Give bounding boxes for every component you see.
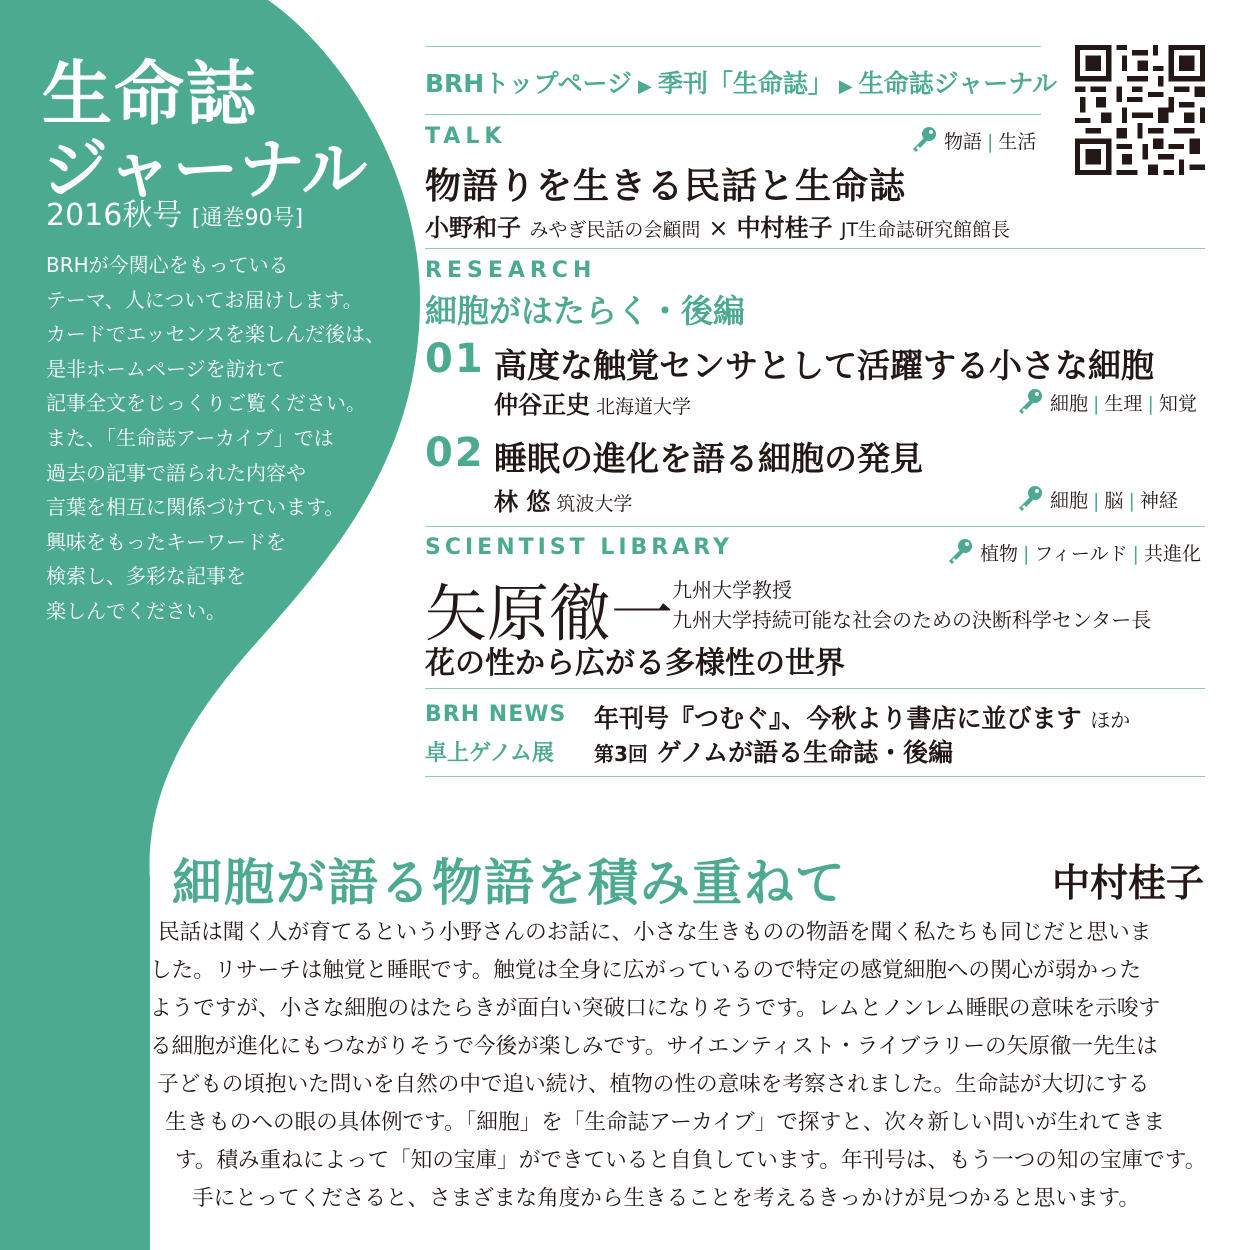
editorial-line: 子どもの頃抱いた問いを自然の中で追い続け、植物の性の意味を考察されました。生命誌が大切にする xyxy=(157,1072,1150,1097)
news-label: BRH NEWS xyxy=(425,702,567,727)
editorial-line: 生きものへの眼の具体例です。「細胞」を「生命誌アーカイブ」で探すと、次々新しい問いが生れてきま xyxy=(165,1110,1166,1135)
editorial-line: す。積み重ねによって「知の宝庫」ができていると自負しています。年刊号は、もう一つの知の宝庫です。 xyxy=(175,1148,1207,1173)
qr-code-icon[interactable] xyxy=(1075,45,1205,175)
breadcrumb-quarterly-link[interactable]: 季刊「生命誌」 xyxy=(657,69,833,98)
keyword-separator: | xyxy=(1093,393,1100,415)
keyword-separator: | xyxy=(1132,543,1139,565)
author-affiliation: 筑波大学 xyxy=(556,493,633,515)
key-icon xyxy=(1016,388,1044,414)
keyword-separator: | xyxy=(1147,393,1154,415)
news-suffix: ほか xyxy=(1090,708,1131,732)
divider xyxy=(425,248,1205,249)
breadcrumb-journal-link[interactable]: 生命誌ジャーナル xyxy=(858,69,1057,98)
divider xyxy=(425,46,1041,47)
intro-line: 興味をもったキーワードを xyxy=(46,529,286,554)
article-author xyxy=(494,385,691,420)
article-number: 02 xyxy=(425,430,485,476)
divider xyxy=(425,114,1041,115)
keyword-link[interactable]: 細胞 xyxy=(1050,490,1089,512)
keyword-link[interactable]: 生理 xyxy=(1104,393,1143,415)
key-icon xyxy=(946,538,974,564)
editorial-author: 中村桂子 xyxy=(1052,861,1205,905)
breadcrumb-home-link[interactable]: BRHトップページ xyxy=(425,69,632,98)
breadcrumb xyxy=(425,64,1057,100)
article-title[interactable]: 高度な触覚センサとして活躍する小さな細胞 xyxy=(494,346,1154,385)
editorial-line: した。リサーチは触覚と睡眠です。触覚は全身に広がっているので特定の感覚細胞への関心が弱かった xyxy=(150,958,1142,983)
editorial-line: 民話は聞く人が育てるという小野さんのお話に、小さな生きものの物語を聞く私たちも同じだと思いま xyxy=(158,920,1152,945)
intro-line: 記事全文をじっくりご覧ください。 xyxy=(46,391,366,416)
intro-line: 是非ホームページを訪れて xyxy=(46,356,286,381)
breadcrumb-arrow-icon: ▶ xyxy=(637,76,652,97)
keyword-link[interactable]: 生活 xyxy=(998,131,1037,153)
keyword-separator: | xyxy=(1128,490,1135,512)
magazine-title-sub: ジャーナル xyxy=(42,131,368,208)
news-item[interactable] xyxy=(594,699,1130,735)
keyword-link[interactable]: 細胞 xyxy=(1050,393,1089,415)
keyword-link[interactable]: 物語 xyxy=(944,131,983,153)
talk-keywords xyxy=(910,126,1036,154)
article-keywords xyxy=(1016,485,1178,513)
breadcrumb-arrow-icon: ▶ xyxy=(838,76,853,97)
article-title[interactable]: 睡眠の進化を語る細胞の発見 xyxy=(494,439,923,478)
talk-person: 小野和子 xyxy=(425,214,521,242)
intro-text xyxy=(46,248,385,629)
divider xyxy=(425,688,1205,689)
issue-label xyxy=(46,190,303,234)
magazine-title: 生命誌 xyxy=(42,53,258,135)
article-author xyxy=(494,482,632,517)
exhibit-number: 第3回 xyxy=(594,742,648,766)
scientist-library-label: SCIENTIST LIBRARY xyxy=(425,535,733,560)
scientist-article-title[interactable]: 花の性から広がる多様性の世界 xyxy=(425,646,845,681)
keyword-link[interactable]: 植物 xyxy=(980,543,1019,565)
news-headline: 年刊号『つむぐ』、今秋より書店に並びます xyxy=(594,704,1082,733)
author-name: 仲谷正史 xyxy=(494,391,590,419)
editorial-line: ようですが、小さな細胞のはたらきが面白い突破口になりそうです。レムとノンレム睡眠の意味を示唆す xyxy=(150,996,1161,1021)
scientist-affiliation: 九州大学教授 xyxy=(672,578,792,602)
divider xyxy=(425,776,1205,777)
intro-line: 過去の記事で語られた内容や xyxy=(46,460,306,485)
talk-people xyxy=(425,208,1010,243)
intro-line: BRHが今関心をもっている xyxy=(46,253,289,277)
cross-icon: × xyxy=(708,214,729,242)
key-icon xyxy=(1016,485,1044,511)
keyword-link[interactable]: 共進化 xyxy=(1143,543,1201,565)
exhibit-label: 卓上ゲノム展 xyxy=(425,741,554,766)
keyword-separator: | xyxy=(1023,543,1030,565)
article-keywords xyxy=(1016,388,1197,416)
keyword-link[interactable]: 神経 xyxy=(1139,490,1178,512)
exhibit-title: ゲノムが語る生命誌・後編 xyxy=(656,738,954,767)
key-icon xyxy=(910,126,938,152)
article-number: 01 xyxy=(425,336,485,382)
talk-title[interactable]: 物語りを生きる民話と生命誌 xyxy=(425,166,907,207)
issue-volume: [通巻90号] xyxy=(191,206,304,231)
talk-role: JT生命誌研究館館長 xyxy=(840,219,1011,241)
research-title: 細胞がはたらく・後編 xyxy=(425,292,746,330)
issue-season: 2016秋号 xyxy=(46,198,183,233)
intro-line: カードでエッセンスを楽しんだ後は、 xyxy=(46,322,385,347)
author-affiliation: 北海道大学 xyxy=(596,396,692,418)
scientist-affiliation: 九州大学持続可能な社会のための決断科学センター長 xyxy=(672,608,1152,632)
research-section-label: RESEARCH xyxy=(425,258,597,283)
scientist-keywords xyxy=(946,538,1201,566)
intro-line: 楽しんでください。 xyxy=(46,598,226,623)
intro-line: 検索し、多彩な記事を xyxy=(46,564,246,589)
author-name: 林 悠 xyxy=(494,488,551,516)
talk-person: 中村桂子 xyxy=(736,214,833,242)
scientist-name[interactable]: 矢原徹一 xyxy=(425,577,674,650)
talk-role: みやぎ民話の会顧問 xyxy=(529,219,701,241)
keyword-separator: | xyxy=(987,131,994,153)
intro-line: 言葉を相互に関係づけています。 xyxy=(46,495,345,520)
keyword-link[interactable]: 知覚 xyxy=(1158,393,1197,415)
exhibit-item[interactable] xyxy=(594,733,953,769)
editorial-title: 細胞が語る物語を積み重ねて xyxy=(172,854,847,912)
editorial-line: 手にとってくださると、さまざまな角度から生きることを考えるきっかけが見つかると思います。 xyxy=(192,1186,1140,1211)
editorial-line: る細胞が進化にもつながりそうで今後が楽しみです。サイエンティスト・ライブラリーの矢原徹一先生は xyxy=(150,1034,1158,1059)
talk-section-label: TALK xyxy=(425,124,507,149)
keyword-link[interactable]: 脳 xyxy=(1104,490,1124,512)
keyword-link[interactable]: フィールド xyxy=(1034,543,1128,565)
keyword-separator: | xyxy=(1093,490,1100,512)
divider xyxy=(425,526,1205,527)
intro-line: また、「生命誌アーカイブ」では xyxy=(46,425,334,450)
intro-line: テーマ、人についてお届けします。 xyxy=(46,287,363,312)
